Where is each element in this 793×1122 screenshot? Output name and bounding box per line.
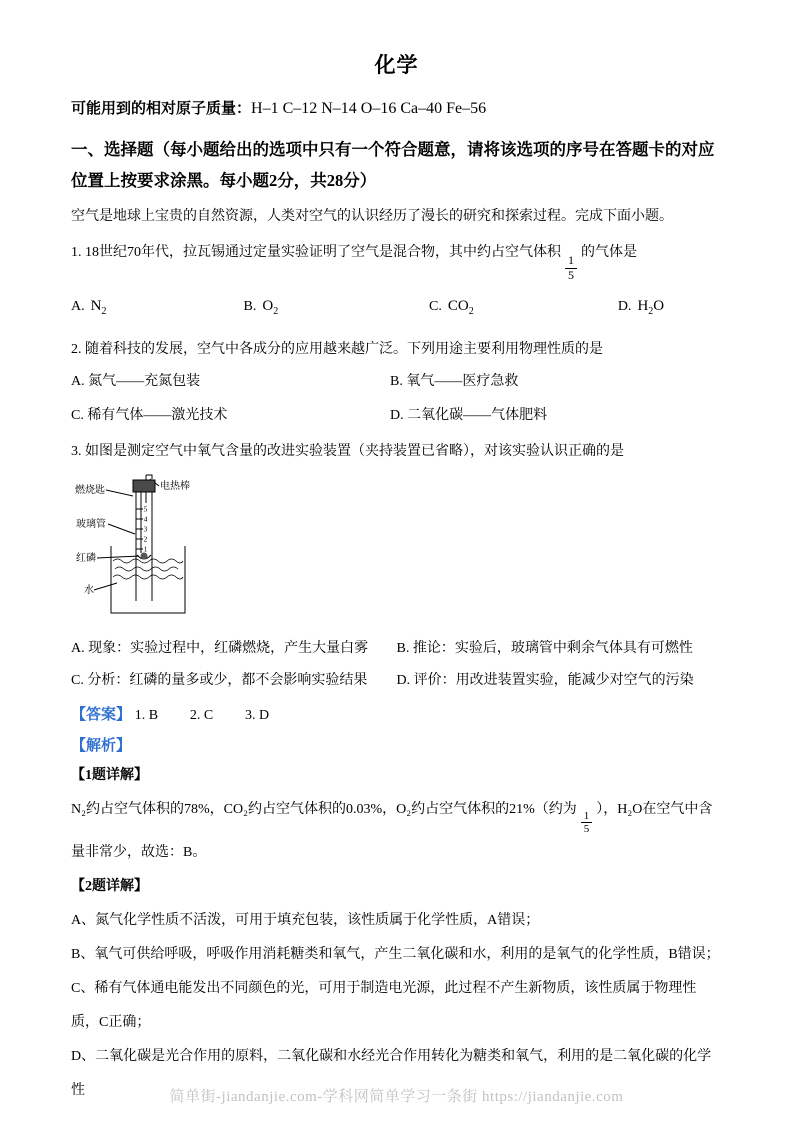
red-phosphorus-sample: [141, 552, 148, 559]
option-label: A.: [71, 298, 85, 314]
detail-2-line-b: B、氧气可供给呼吸，呼吸作用消耗糖类和氧气，产生二氧化碳和水，利用的是氧气的化学性质，B错误；: [71, 946, 720, 962]
scale-number-4: 4: [143, 514, 148, 524]
question-1-option-d: [618, 293, 722, 325]
leader-line-water: [94, 583, 117, 590]
water-wave: [115, 567, 178, 571]
question-2-option-d: D. 二氧化碳——气体肥料: [389, 407, 548, 423]
water-wave: [113, 575, 183, 579]
option-label: C.: [429, 298, 442, 314]
fraction-numerator: 1: [581, 810, 593, 824]
fraction-denominator: 5: [583, 823, 590, 836]
site-watermark-footer: 简单街-jiandanjie.com-学科网简单学习一条街 https://jiandanjie.com: [169, 1089, 624, 1105]
question-3-option-b: B. 推论：实验后，玻璃管中剩余气体具有可燃性: [396, 640, 693, 656]
oxygen-measurement-apparatus: [73, 473, 198, 625]
question-1-text-before: 1. 18世纪70年代，拉瓦锡通过定量实验证明了空气是混合物，其中约占空气体积: [71, 245, 561, 260]
answer-line: [71, 702, 722, 729]
detail-1-text: [71, 793, 722, 870]
passage-intro: 空气是地球上宝贵的自然资源，人类对空气的认识经历了漫长的研究和探索过程。完成下面小题。: [71, 209, 673, 224]
experiment-diagram: [73, 473, 722, 630]
scale-number-5: 5: [143, 504, 148, 514]
beaker: [111, 546, 185, 613]
scale-number-3: 3: [143, 524, 148, 534]
fraction-one-fifth: [565, 254, 577, 283]
option-label: D.: [617, 298, 632, 314]
question-3-option-c: C. 分析：红磷的量多或少，都不会影响实验结果: [71, 672, 368, 688]
leader-line-red-phosphorus: [97, 556, 139, 558]
question-2-option-b: B. 氧气——医疗急救: [389, 373, 519, 389]
atomic-mass-label: 可能用到的相对原子质量：: [71, 101, 252, 117]
analysis-label-line: [71, 733, 722, 759]
option-label: B.: [243, 298, 257, 314]
detail-1-heading: 【1题详解】: [71, 767, 148, 783]
analysis-label: 【解析】: [71, 737, 132, 754]
fraction-denominator: 5: [568, 267, 574, 282]
scale-number-1: 1: [143, 544, 148, 554]
question-1-option-c: [429, 293, 618, 325]
scale-number-2: 2: [143, 534, 148, 544]
detail-1-text-after: ），H₂O在空气中含量非常少，故选：B。: [71, 801, 713, 860]
detail-2-line-c: C、稀有气体通电能发出不同颜色的光，可用于制造电光源，此过程不产生新物质，该性质属于物理性质，C正确；: [71, 980, 697, 1030]
question-2-option-a: A. 氮气——充氮包装: [71, 373, 201, 389]
section-heading: 一、选择题（每小题给出的选项中只有一个符合题意，请将该选项的序号在答题卡的对应位置上按要求涂黑。每小题2分，共28分）: [71, 140, 715, 190]
question-2-option-c: C. 稀有气体——激光技术: [71, 407, 228, 423]
label-glass-tube: 玻璃管: [76, 518, 106, 530]
detail-2-line-d: D、二氧化碳是光合作用的原料，二氧化碳和水经光合作用转化为糖类和氧气，利用的是二氧化碳的化学性: [71, 1048, 712, 1098]
question-2-stem: 2. 随着科技的发展，空气中各成分的应用越来越广泛。下列用途主要利用物理性质的是: [71, 341, 603, 357]
question-3-options: [71, 636, 722, 694]
question-3-option-a: A. 现象：实验过程中，红磷燃烧，产生大量白雾: [71, 640, 369, 656]
answer-label: 【答案】: [71, 706, 132, 723]
question-1-options: [71, 293, 722, 325]
chemical-formula: $N_2$: [90, 297, 107, 317]
question-1-option-a: [71, 293, 244, 325]
question-1-stem: [71, 238, 722, 283]
question-1-option-b: [244, 293, 430, 325]
answer-item-1: 1. B: [134, 707, 159, 723]
label-burning-spoon: 燃烧匙: [75, 484, 105, 496]
label-electric-rod: 电热棒: [160, 480, 190, 492]
label-water: 水: [84, 584, 94, 596]
label-red-phosphorus: 红磷: [76, 552, 96, 564]
leader-line-glass-tube: [108, 524, 135, 534]
water-wave: [113, 559, 183, 563]
detail-2-line-a: A、氮气化学性质不活泼，可用于填充包装，该性质属于化学性质，A错误；: [71, 912, 540, 928]
question-1-text-after: 的气体是: [581, 245, 637, 260]
question-3-option-d: D. 评价：用改进装置实验，能减少对空气的污染: [396, 672, 694, 688]
answer-item-3: 3. D: [244, 707, 270, 723]
atomic-mass-values: H–1 C–12 N–14 O–16 Ca–40 Fe–56: [251, 100, 487, 117]
page-title: 化学: [374, 53, 419, 77]
chemical-formula: $H_2O$: [637, 297, 665, 317]
chemical-formula: $CO_2$: [447, 297, 474, 317]
tube-stopper: [133, 480, 155, 492]
electric-rod-hook: [146, 475, 152, 479]
detail-2-heading: 【2题详解】: [71, 878, 148, 894]
answer-item-2: 2. C: [189, 707, 214, 723]
chemical-formula: $O_2$: [262, 297, 279, 317]
question-3-stem: 3. 如图是测定空气中氧气含量的改进实验装置（夹持装置已省略），对该实验认识正确的是: [71, 443, 624, 459]
question-2-options: [71, 369, 722, 429]
fraction-numerator: 1: [565, 254, 577, 269]
leader-line-burning-spoon: [106, 490, 133, 496]
fraction-one-fifth: [581, 810, 593, 836]
detail-1-text-before: N₂约占空气体积的78%，CO₂约占空气体积的0.03%，O₂约占空气体积的21%（约为: [71, 801, 577, 817]
atomic-mass-line: [71, 96, 722, 122]
